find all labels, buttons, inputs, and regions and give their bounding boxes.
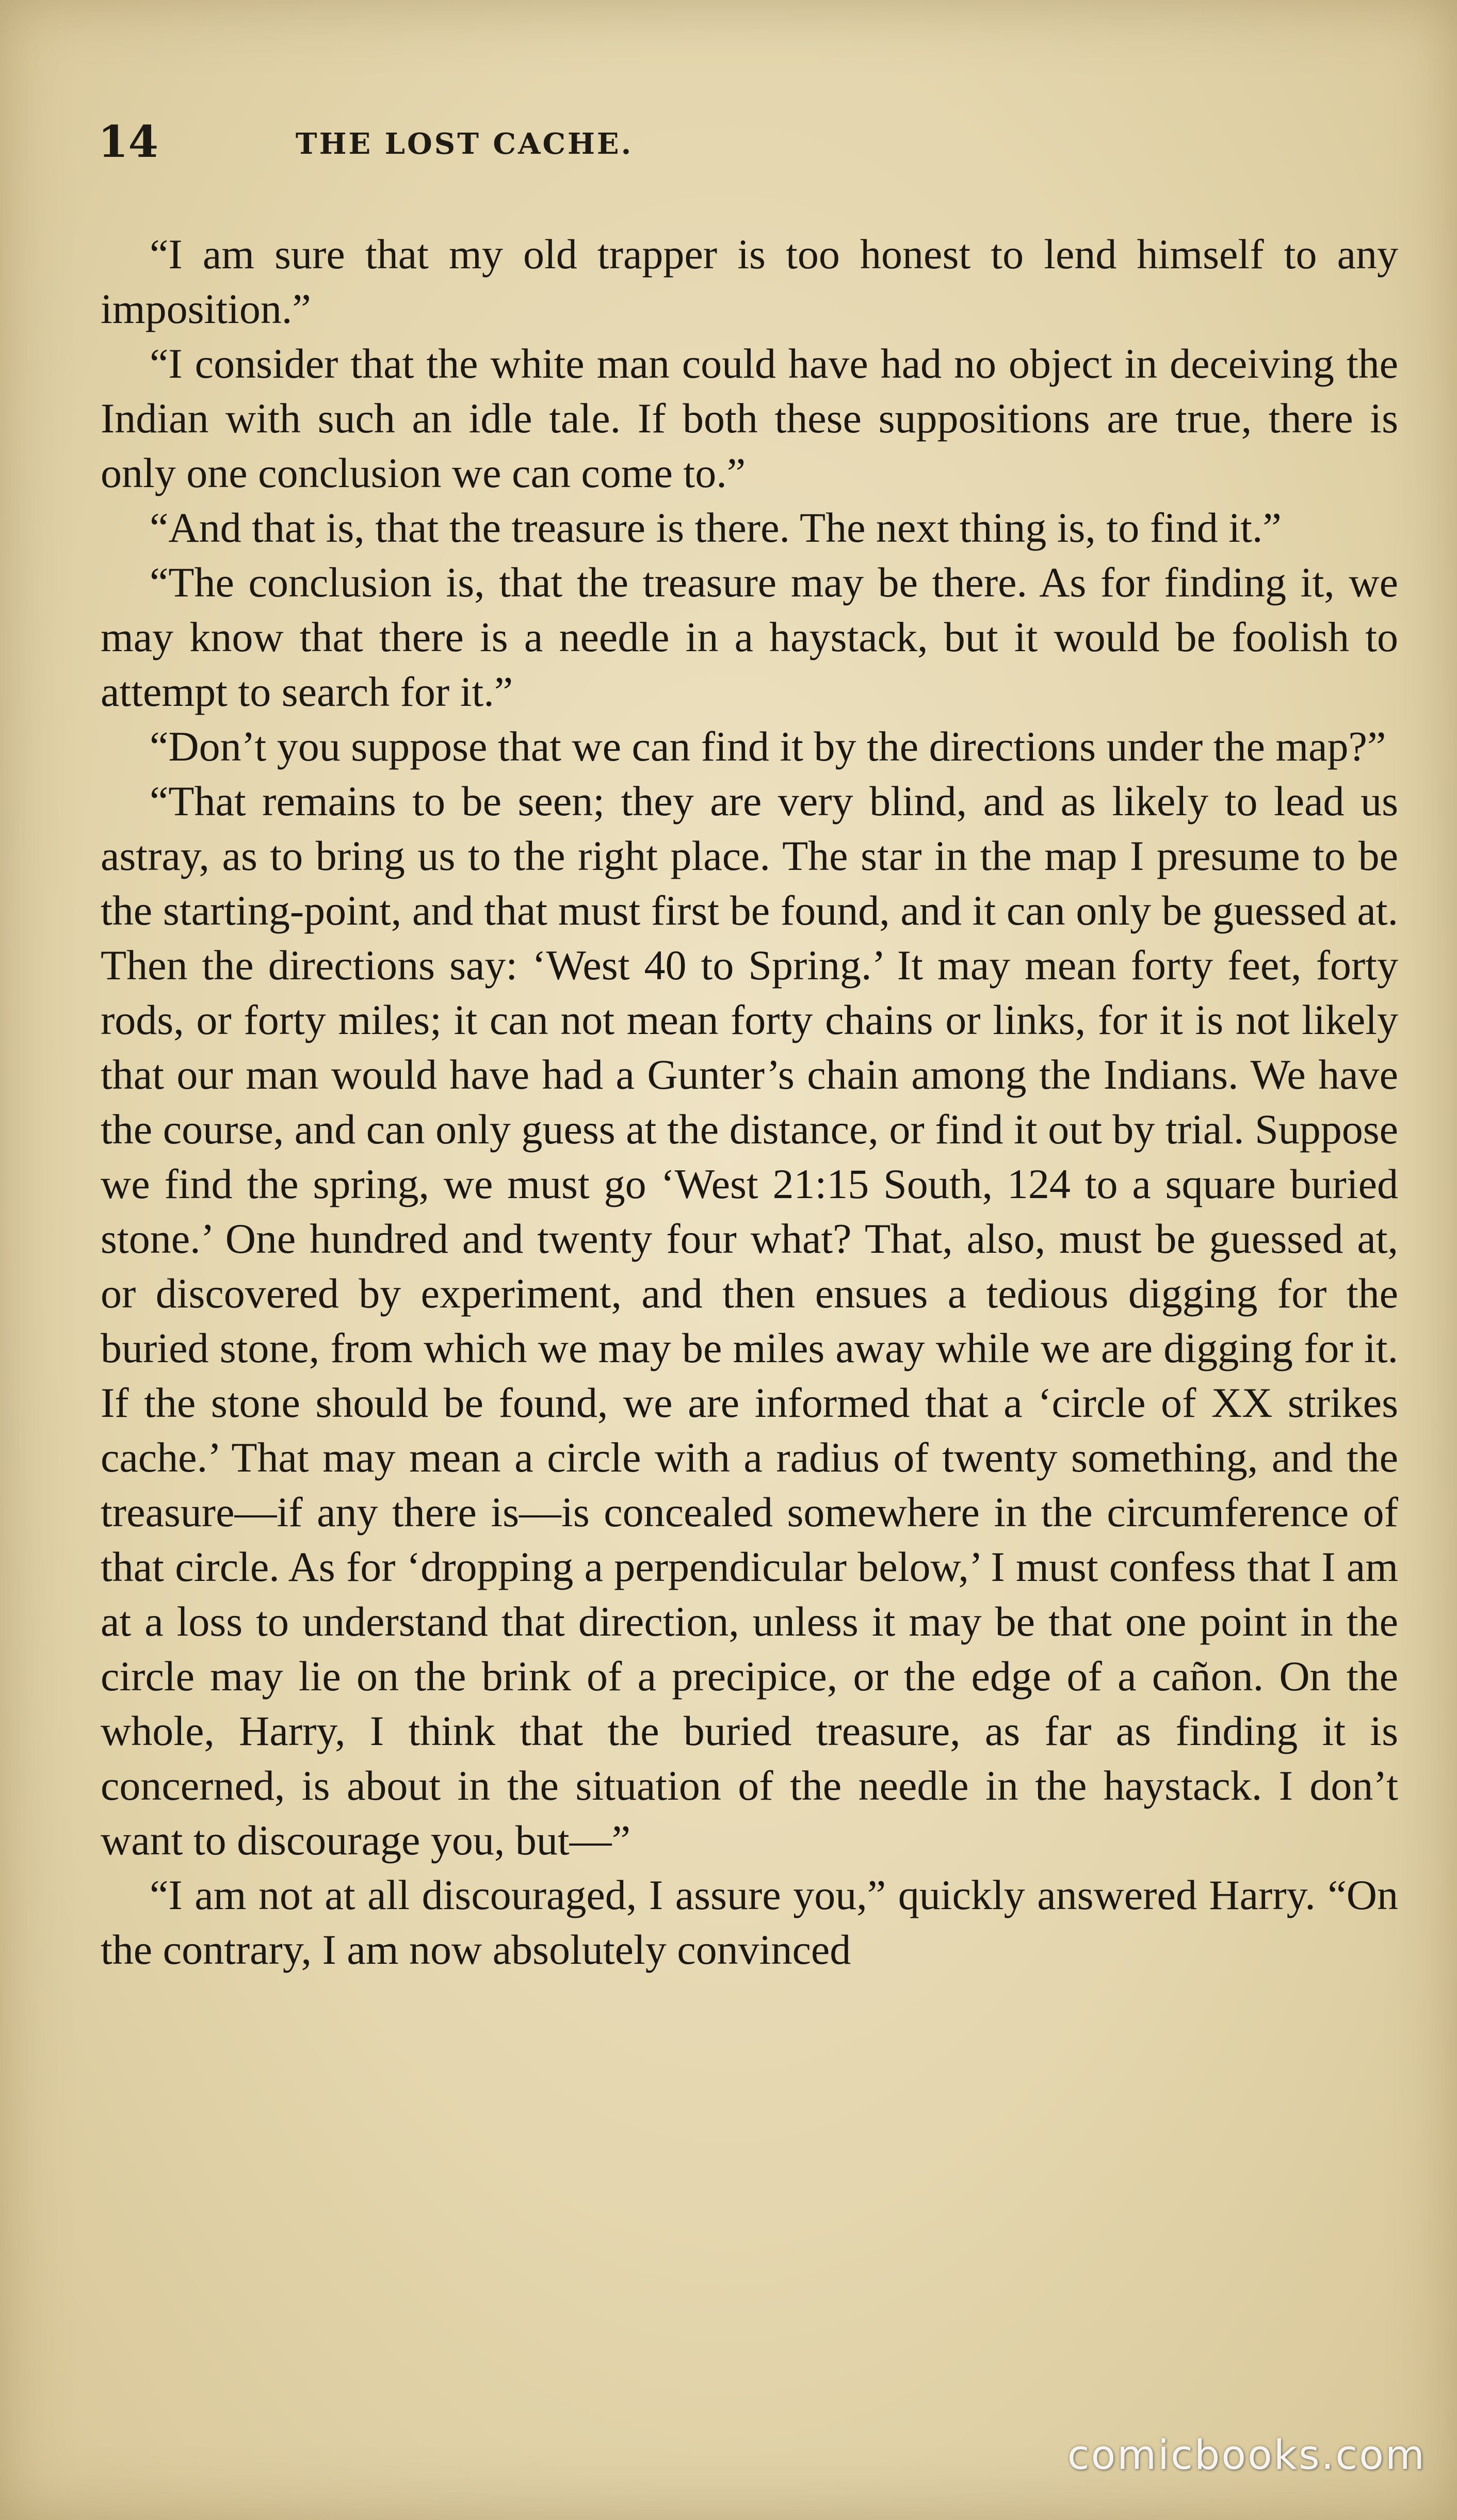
paragraph: “And that is, that the treasure is there. The next thing is, to find it.” — [150, 504, 1282, 551]
paragraph: “The conclusion is, that the treasure may be there. As for finding it, we may know that there is a needle in a haystack, but it would be foolish to attempt to search for it.” — [101, 559, 1398, 715]
paragraph: “Don’t you suppose that we can find it by the directions under the map?” — [150, 723, 1386, 770]
page-number: 14 — [98, 116, 158, 167]
paragraph: “I am sure that my old trapper is too honest to lend himself to any imposition.” — [101, 231, 1398, 332]
body-text — [101, 227, 1398, 1977]
paragraph: “That remains to be seen; they are very blind, and as likely to lead us astray, as to bring us to the right place. The star in the map I presume to be the starting-point, and that must first be found, and it can only be guessed at. Then the directions say: ‘West 40 to Spring.’ It may mean forty feet, forty rods, or forty miles; it can not mean forty chains or links, for it is not likely that our man would have had a Gunter’s chain among the Indians. We have the course, and can only guess at the distance, or find it out by trial. Suppose we find the spring, we must go ‘West 21:15 South, 124 to a square buried stone.’ One hundred and twenty four what? That, also, must be guessed at, or discovered by experiment, and then ensues a tedious digging for the buried stone, from which we may be miles away while we are digging for it. If the stone should be found, we are informed that a ‘circle of XX strikes cache.’ That may mean a circle with a radius of twenty something, and the treasure—if any there is—is concealed somewhere in the circumference of that circle. As for ‘dropping a perpendicular below,’ I must confess that I am at a loss to understand that direction, unless it may be that one point in the circle may lie on the brink of a precipice, or the edge of a cañon. On the whole, Harry, I think that the buried treasure, as far as finding it is concerned, is about in the situation of the needle in the haystack. I don’t want to discourage you, but—” — [101, 778, 1398, 1864]
paragraph: “I am not at all discouraged, I assure you,” quickly answered Harry. “On the contrary, I am now absolutely convinced — [101, 1871, 1398, 1973]
running-head — [98, 111, 1393, 173]
paragraph: “I consider that the white man could have had no object in deceiving the Indian with such an idle tale. If both these suppositions are true, there is only one conclusion we can come to.” — [101, 340, 1398, 496]
watermark: comicbooks.com — [1067, 2432, 1426, 2479]
running-title: THE LOST CACHE. — [295, 127, 634, 161]
